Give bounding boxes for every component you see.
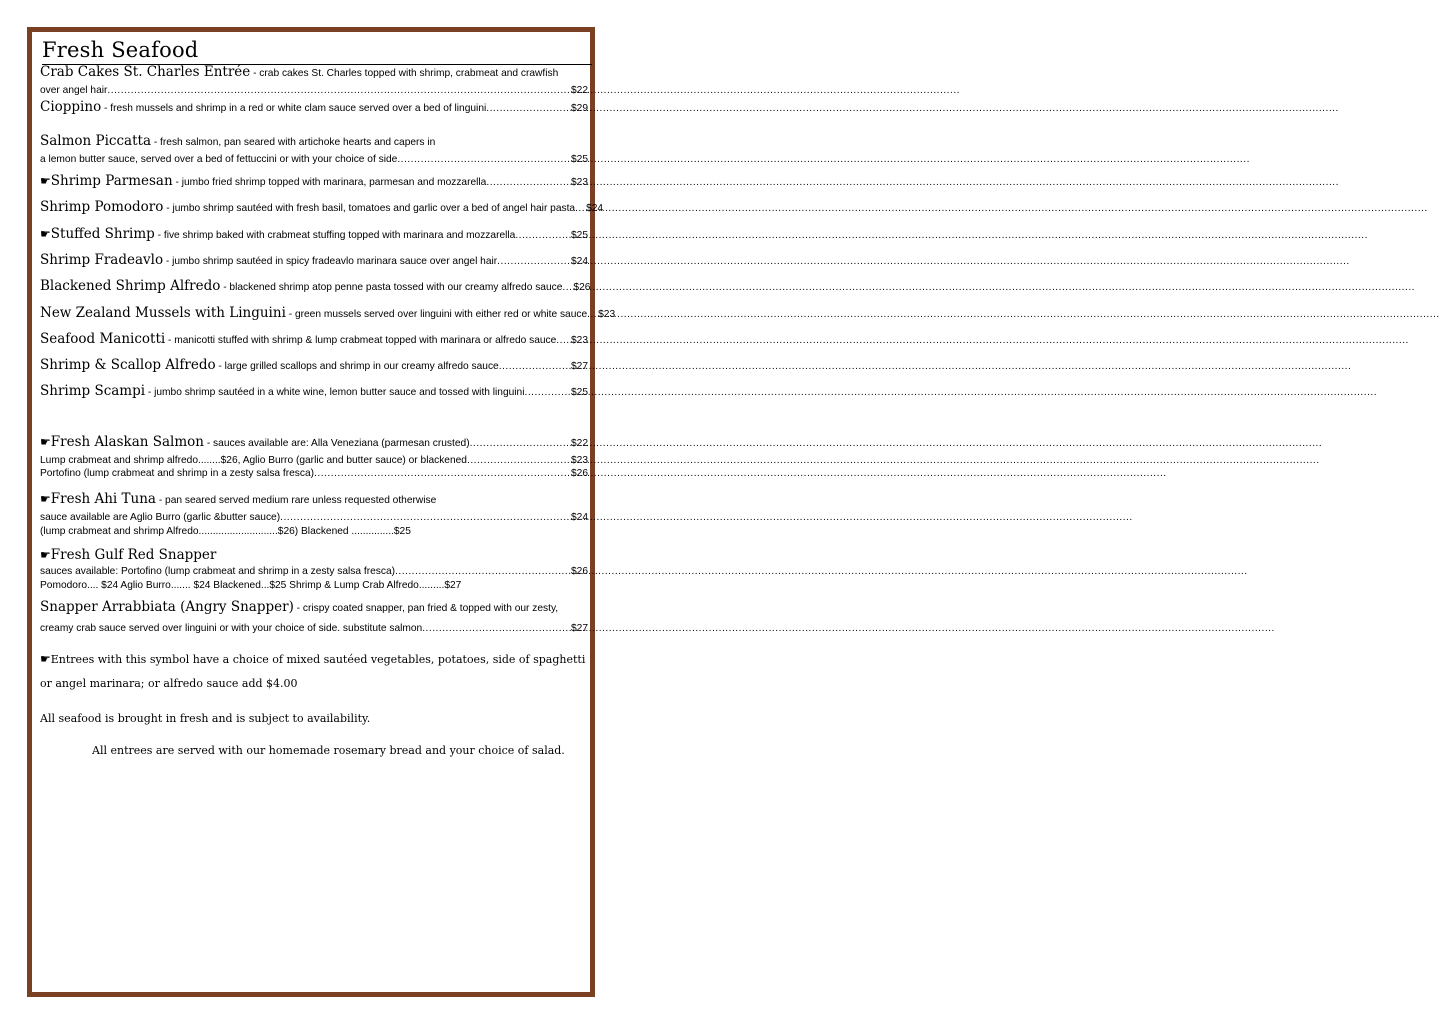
menu-item bbox=[40, 172, 588, 190]
menu-frame bbox=[27, 27, 616, 997]
item-desc: - large grilled scallops and shrimp in our creamy alfredo sauce bbox=[215, 361, 499, 372]
item-name: Crab Cakes St. Charles Entrée bbox=[40, 64, 251, 80]
page-title: Fresh Seafood bbox=[42, 38, 592, 65]
item-desc: - blackened shrimp atop penne pasta tossed with our creamy alfredo sauce bbox=[220, 282, 563, 293]
item-name: Salmon Piccatta bbox=[40, 133, 151, 149]
item-name: Shrimp Scampi bbox=[40, 383, 146, 399]
item-name: Blackened Shrimp Alfredo bbox=[40, 278, 221, 294]
item-desc: - fresh mussels and shrimp in a red or white clam sauce served over a bed of linguini bbox=[101, 103, 487, 114]
item-price: $29 bbox=[571, 103, 588, 114]
menu-item-snapper-arrabbiata bbox=[40, 598, 588, 616]
salmon-line-3: Portofino (lump crabmeat and shrimp in a zesty salsa fresca) ..... $26 bbox=[40, 468, 588, 479]
pointing-hand-icon: ☛ bbox=[40, 652, 51, 666]
menu-item bbox=[40, 277, 591, 295]
served-with-note: All entrees are served with our homemade rosemary bread and your choice of salad. bbox=[92, 744, 565, 757]
menu-item-fresh-gulf-red-snapper bbox=[40, 546, 588, 564]
salmon-line-2: Lump crabmeat and shrimp alfredo........$26, Aglio Burro (garlic and butter sauce) or blackened ..... $23 bbox=[40, 455, 588, 466]
item-desc: - five shrimp baked with crabmeat stuffing topped with marinara and mozzarella bbox=[154, 230, 516, 241]
menu-item-fresh-alaskan-salmon bbox=[40, 433, 588, 451]
item-price: $23 bbox=[598, 309, 616, 320]
hand-symbol-note: ☛Entrees with this symbol have a choice of mixed sautéed vegetables, potatoes, side of spaghetti bbox=[40, 652, 586, 666]
pointing-hand-icon: ☛ bbox=[40, 492, 51, 506]
snapper-line-2: sauces available: Portofino (lump crabmeat and shrimp in a zesty salsa fresca) ..... $26 bbox=[40, 566, 588, 577]
item-price: $26 bbox=[573, 282, 591, 293]
menu-item bbox=[40, 98, 588, 116]
item-desc: - pan seared served medium rare unless requested otherwise bbox=[155, 495, 437, 506]
item-desc: - jumbo shrimp sautéed in a white wine, lemon butter sauce and tossed with linguini bbox=[145, 387, 525, 398]
hand-symbol-note-cont: or angel marinara; or alfredo sauce add $4.00 bbox=[40, 677, 298, 690]
item-price: $23 bbox=[571, 335, 588, 346]
pointing-hand-icon: ☛ bbox=[40, 227, 51, 241]
menu-item bbox=[40, 132, 588, 167]
item-name: Stuffed Shrimp bbox=[50, 226, 155, 242]
tuna-line-2: sauce available are Aglio Burro (garlic &butter sauce) ..... $24 bbox=[40, 512, 588, 523]
menu-item bbox=[40, 330, 588, 348]
item-name: Shrimp Fradeavlo bbox=[40, 252, 164, 268]
pointing-hand-icon: ☛ bbox=[40, 174, 51, 188]
item-price: $24 bbox=[586, 203, 604, 214]
menu-item bbox=[40, 198, 604, 216]
item-name: New Zealand Mussels with Linguini bbox=[40, 305, 286, 321]
item-desc: - crab cakes St. Charles topped with shrimp, crabmeat and crawfish bbox=[250, 68, 559, 79]
menu-item-fresh-ahi-tuna bbox=[40, 490, 588, 508]
item-desc: - green mussels served over linguini with either red or white sauce bbox=[285, 309, 588, 320]
availability-note: All seafood is brought in fresh and is subject to availability. bbox=[40, 712, 371, 725]
item-name: Cioppino bbox=[40, 99, 102, 115]
item-price: $25 bbox=[571, 154, 588, 166]
menu-item bbox=[40, 225, 588, 243]
item-name: Seafood Manicotti bbox=[40, 331, 166, 347]
item-price: $22 bbox=[571, 85, 588, 97]
item-name: Snapper Arrabbiata (Angry Snapper) bbox=[40, 599, 294, 615]
item-price: $25 bbox=[571, 387, 588, 398]
item-price: $23 bbox=[571, 177, 588, 188]
item-name: Shrimp Pomodoro bbox=[40, 199, 164, 215]
item-name: Fresh Ahi Tuna bbox=[50, 491, 156, 507]
item-desc: - fresh salmon, pan seared with artichoke hearts and capers in bbox=[151, 137, 436, 148]
item-desc: - crispy coated snapper, pan fried & topped with our zesty, bbox=[293, 603, 559, 614]
item-desc: - jumbo shrimp sautéed in spicy fradeavlo marinara sauce over angel hair bbox=[163, 256, 498, 267]
item-desc: - sauces available are: Alla Veneziana (parmesan crusted) bbox=[204, 438, 470, 449]
arrabbiata-line-2: creamy crab sauce served over linguini or with your choice of side. substitute salmon ..... $27 bbox=[40, 623, 588, 634]
item-desc: - jumbo fried shrimp topped with marinara, parmesan and mozzarella bbox=[172, 177, 487, 188]
item-price: $25 bbox=[571, 230, 588, 241]
menu-item bbox=[40, 304, 616, 322]
item-desc-cont: over angel hair bbox=[40, 85, 108, 97]
item-desc: - manicotti stuffed with shrimp & lump crabmeat topped with marinara or alfredo sauce bbox=[165, 335, 557, 346]
item-price: $27 bbox=[571, 361, 588, 372]
item-desc-cont: a lemon butter sauce, served over a bed of fettuccini or with your choice of side bbox=[40, 154, 398, 166]
pointing-hand-icon: ☛ bbox=[40, 435, 51, 449]
menu-item bbox=[40, 382, 588, 400]
pointing-hand-icon: ☛ bbox=[40, 548, 51, 562]
item-price: $24 bbox=[571, 256, 588, 267]
menu-item bbox=[40, 356, 588, 374]
item-name: Fresh Alaskan Salmon bbox=[50, 434, 204, 450]
item-desc: - jumbo shrimp sautéed with fresh basil, tomatoes and garlic over a bed of angel hair pasta bbox=[163, 203, 576, 214]
menu-item bbox=[40, 251, 588, 269]
item-name: Fresh Gulf Red Snapper bbox=[50, 547, 217, 563]
item-name: Shrimp & Scallop Alfredo bbox=[40, 357, 216, 373]
snapper-line-3: Pomodoro.... $24 Aglio Burro....... $24 Blackened...$25 Shrimp & Lump Crab Alfredo.........$27 bbox=[40, 580, 462, 591]
item-name: Shrimp Parmesan bbox=[50, 173, 173, 189]
menu-item bbox=[40, 63, 588, 98]
item-price: $22 bbox=[571, 438, 588, 449]
tuna-line-3: (lump crabmeat and shrimp Alfredo............................$26) Blackened ...............$25 bbox=[40, 526, 411, 537]
